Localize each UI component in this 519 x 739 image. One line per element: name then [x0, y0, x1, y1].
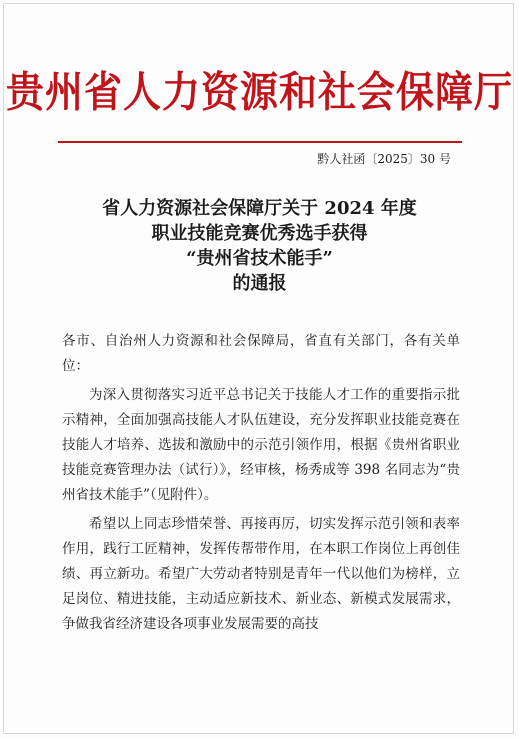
title-line: “贵州省技术能手”: [186, 248, 333, 269]
salutation: 各市、自治州人力资源和社会保障局，省直有关部门，各有关单位：: [62, 333, 460, 374]
document-number: 黔人社函〔2025〕30 号: [317, 152, 451, 166]
body-paragraph: 为深入贯彻落实习近平总书记关于技能人才工作的重要指示批示精神，全面加强高技能人才队伍建设，充分发挥职业技能竞赛在技能人才培养、选拔和激励中的示范引领作用，根据《贵州省职业技能竞赛管理办法（试行）》，经审核，杨秀成等 398 名同志为“贵州省技术能手”（见附件）。: [62, 387, 460, 503]
body-paragraph: 希望以上同志珍惜荣誉、再接再厉，切实发挥示范引领和表率作用，践行工匠精神，发挥传帮带作用，在本职工作岗位上再创佳绩、再立新功。希望广大劳动者特别是青年一代以他们为榜样，立足岗位、精进技能，主动适应新技术、新业态、新模式发展需求，争做我省经济建设各项事业发展需要的高技: [62, 516, 460, 632]
title-line: 省人力资源社会保障厅关于 2024 年度: [102, 198, 417, 219]
title-line: 职业技能竞赛优秀选手获得: [151, 223, 368, 244]
title-line: 的通报: [232, 273, 287, 294]
red-header-title: 贵州省人力资源和社会保障厅: [5, 66, 513, 117]
document-body: [62, 329, 460, 641]
red-separator-rule: [58, 141, 462, 143]
document-title: [0, 196, 519, 296]
